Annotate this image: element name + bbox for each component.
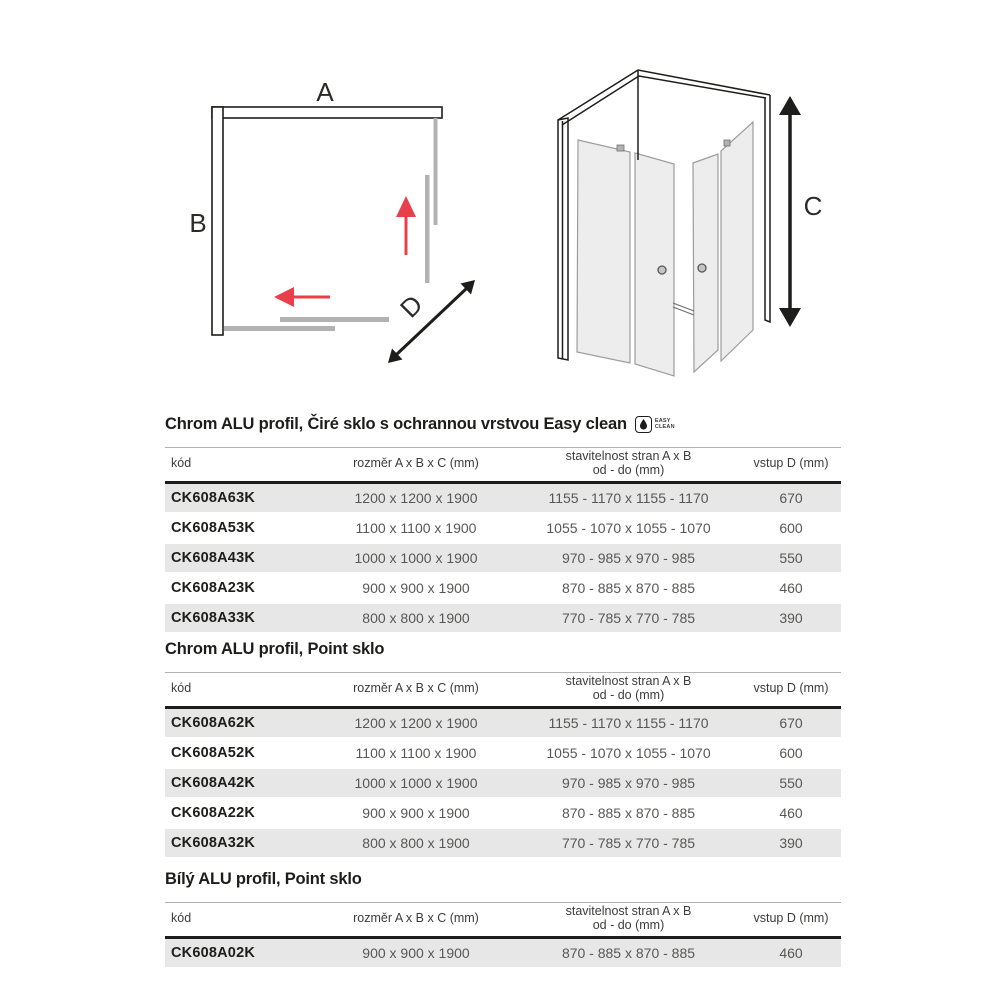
entry-width-value: 460 (779, 579, 803, 596)
product-code: CK608A23K (171, 579, 256, 596)
col-header-rozmer: rozměr A x B x C (mm) (316, 673, 516, 708)
adjustability-value: 1155 - 1170 x 1155 - 1170 (548, 489, 709, 506)
adjustability-value: 870 - 885 x 870 - 885 (561, 944, 696, 961)
entry-diagonal-arrow (388, 280, 475, 363)
entry-width-value: 670 (779, 714, 803, 731)
table-row (165, 482, 841, 513)
adjustability-value: 970 - 985 x 970 - 985 (561, 774, 696, 791)
table-header-row (165, 448, 841, 483)
product-code: CK608A52K (171, 744, 256, 761)
adjustability-value: 1055 - 1070 x 1055 - 1070 (546, 519, 711, 536)
glass-panel-left-door (635, 153, 674, 376)
dimension-label-a: A (316, 77, 334, 107)
col-header-kod: kód (165, 903, 316, 938)
dimension-value: 1000 x 1000 x 1900 (354, 774, 478, 791)
glass-panel-left-fixed (577, 140, 630, 363)
adjustability-value: 870 - 885 x 870 - 885 (561, 804, 696, 821)
entry-width-value: 550 (779, 774, 803, 791)
product-code: CK608A63K (171, 489, 256, 506)
product-code: CK608A33K (171, 609, 256, 626)
dimension-value: 1100 x 1100 x 1900 (355, 744, 477, 761)
entry-width-value: 460 (779, 804, 803, 821)
slide-direction-arrow-left (274, 287, 330, 307)
adjustability-value: 970 - 985 x 970 - 985 (561, 549, 696, 566)
col-header-rozmer: rozměr A x B x C (mm) (316, 903, 516, 938)
door-bar-bottom-inner (280, 317, 389, 322)
col-header-stavitelnost: stavitelnost stran A x B od - do (mm) (516, 673, 741, 708)
dimension-value: 1200 x 1200 x 1900 (354, 489, 478, 506)
adjustability-value: 1155 - 1170 x 1155 - 1170 (548, 714, 709, 731)
easy-clean-badge-text: EASY CLEAN (654, 417, 675, 430)
section-title: Bílý ALU profil, Point sklo (165, 870, 362, 888)
dimension-value: 800 x 800 x 1900 (362, 834, 470, 851)
entry-width-value: 670 (779, 489, 803, 506)
table-row (165, 543, 841, 573)
product-code: CK608A02K (171, 944, 256, 961)
col-header-vstup: vstup D (mm) (741, 448, 841, 483)
glass-door-panels (577, 122, 753, 376)
droplet-icon (635, 416, 652, 433)
dimension-value: 1200 x 1200 x 1900 (354, 714, 478, 731)
product-code: CK608A32K (171, 834, 256, 851)
product-code: CK608A62K (171, 714, 256, 731)
door-hangers (617, 140, 730, 151)
product-code: CK608A53K (171, 519, 256, 536)
easy-clean-badge (635, 416, 675, 433)
entry-width-value: 600 (779, 519, 803, 536)
table-row (165, 738, 841, 768)
dimension-label-b: B (189, 208, 207, 238)
height-arrow (779, 96, 801, 327)
dimension-label-d: D (394, 289, 429, 324)
product-table (165, 447, 841, 634)
door-knob-right (698, 264, 706, 272)
dimension-value: 900 x 900 x 1900 (362, 804, 470, 821)
adjustability-value: 770 - 785 x 770 - 785 (561, 609, 696, 626)
col-header-rozmer: rozměr A x B x C (mm) (316, 448, 516, 483)
door-bar-bottom-outer (224, 326, 335, 331)
table-row (165, 573, 841, 603)
adjustability-value: 1055 - 1070 x 1055 - 1070 (546, 744, 711, 761)
table-row (165, 937, 841, 968)
glass-panel-right-door (693, 154, 718, 372)
col-header-vstup: vstup D (mm) (741, 673, 841, 708)
section-bily-point-sklo (165, 869, 835, 969)
door-bar-right-outer (434, 118, 438, 225)
table-row (165, 707, 841, 738)
shower-tray-edge (673, 303, 694, 315)
dimension-value: 1000 x 1000 x 1900 (354, 549, 478, 566)
table-row (165, 828, 841, 858)
col-header-stavitelnost: stavitelnost stran A x B od - do (mm) (516, 903, 741, 938)
product-table (165, 672, 841, 859)
adjustability-value: 870 - 885 x 870 - 885 (561, 579, 696, 596)
entry-width-value: 460 (779, 944, 803, 961)
col-header-vstup: vstup D (mm) (741, 903, 841, 938)
entry-width-value: 600 (779, 744, 803, 761)
product-code: CK608A43K (171, 549, 256, 566)
dimension-label-c: C (803, 191, 823, 221)
dimension-value: 1100 x 1100 x 1900 (355, 519, 477, 536)
product-code: CK608A22K (171, 804, 256, 821)
col-header-kod: kód (165, 673, 316, 708)
section-title: Chrom ALU profil, Point sklo (165, 640, 385, 658)
adjustability-value: 770 - 785 x 770 - 785 (561, 834, 696, 851)
section-chrom-point-sklo (165, 639, 835, 859)
table-row (165, 513, 841, 543)
table-row (165, 603, 841, 633)
table-header-row (165, 673, 841, 708)
slide-direction-arrow-up (396, 196, 416, 255)
entry-width-value: 390 (779, 834, 803, 851)
product-table (165, 902, 841, 969)
perspective-view-diagram (545, 45, 835, 385)
table-header-row (165, 903, 841, 938)
table-row (165, 768, 841, 798)
col-header-stavitelnost: stavitelnost stran A x B od - do (mm) (516, 448, 741, 483)
dimension-value: 800 x 800 x 1900 (362, 609, 470, 626)
table-row (165, 798, 841, 828)
entry-width-value: 390 (779, 609, 803, 626)
section-chrom-cire-sklo (165, 414, 835, 634)
section-title: Chrom ALU profil, Čiré sklo s ochrannou vrstvou Easy clean (165, 415, 627, 433)
col-header-kod: kód (165, 448, 316, 483)
top-view-diagram (185, 70, 480, 380)
glass-panel-right-fixed (721, 122, 753, 361)
door-bar-right-inner (425, 175, 430, 283)
entry-width-value: 550 (779, 549, 803, 566)
product-code: CK608A42K (171, 774, 256, 791)
dimension-value: 900 x 900 x 1900 (362, 944, 470, 961)
dimension-value: 900 x 900 x 1900 (362, 579, 470, 596)
door-knob-left (658, 266, 666, 274)
